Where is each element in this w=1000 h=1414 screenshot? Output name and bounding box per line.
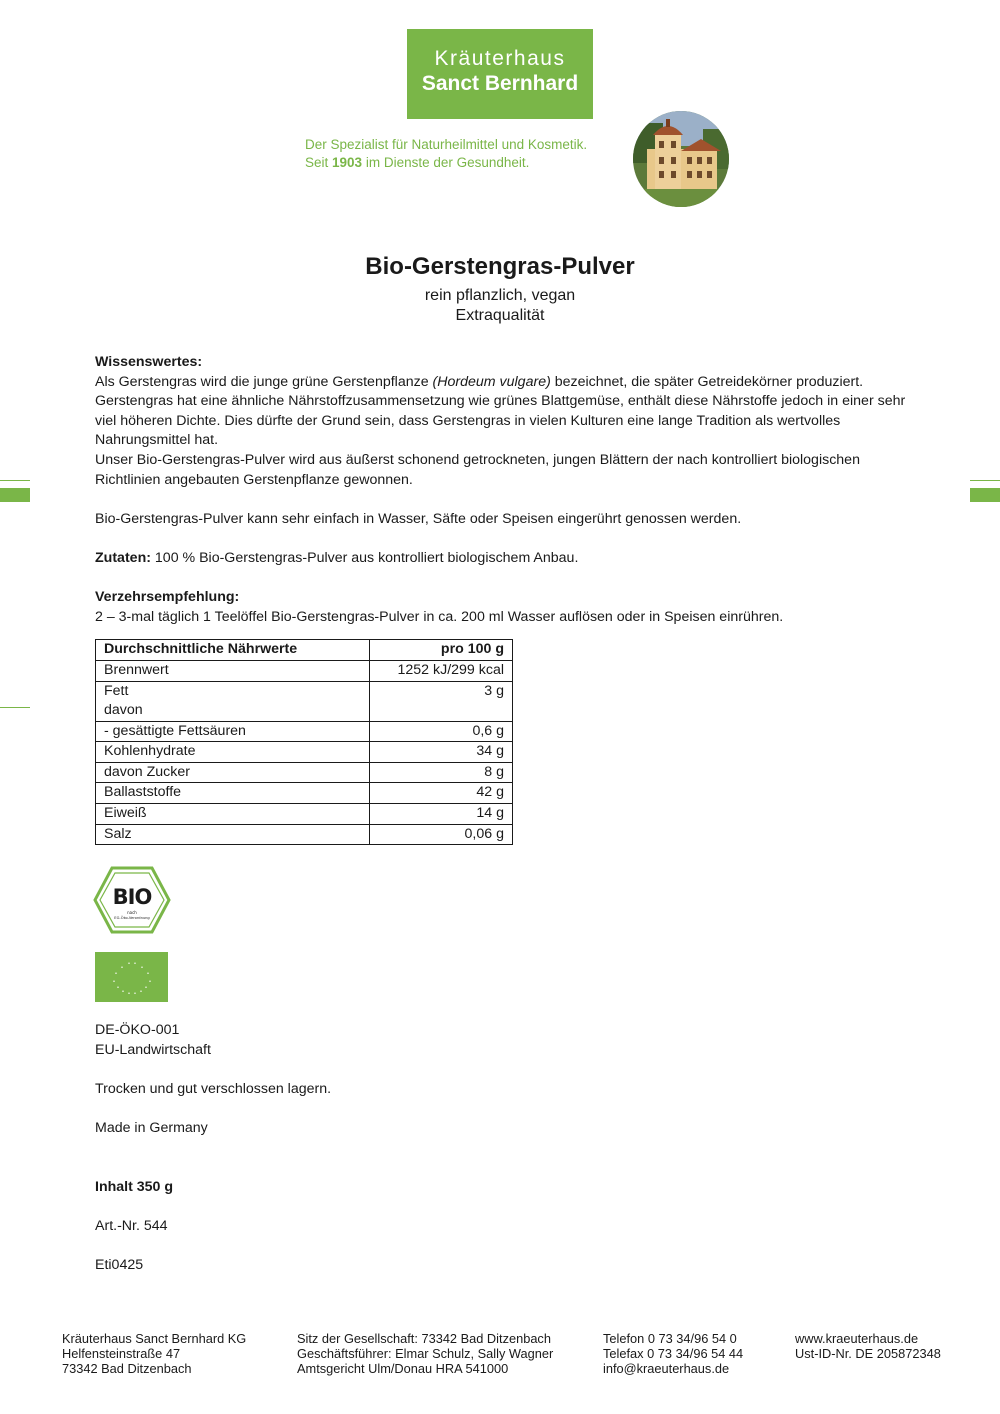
nutrition-value: 0,6 g bbox=[370, 721, 513, 742]
footer-fax: Telefax 0 73 34/96 54 44 bbox=[603, 1346, 744, 1361]
nutrition-value: 0,06 g bbox=[370, 824, 513, 845]
nutrition-label: Brennwert bbox=[96, 660, 370, 681]
footer-managers: Geschäftsführer: Elmar Schulz, Sally Wagner bbox=[297, 1346, 554, 1361]
footer-web bbox=[795, 1331, 941, 1361]
bio-seal-small-2: EG-Öko-Verordnung bbox=[114, 916, 150, 920]
product-subtitle-1: rein pflanzlich, vegan bbox=[424, 287, 576, 304]
footer-contact bbox=[603, 1331, 743, 1376]
organic-code: DE-ÖKO-001 bbox=[95, 1022, 180, 1038]
table-row bbox=[96, 742, 513, 763]
nutrition-header-row bbox=[96, 640, 513, 661]
nutrition-value: 3 g bbox=[370, 681, 513, 721]
content-amount: Inhalt 350 g bbox=[95, 1178, 174, 1195]
tagline-suffix: im Dienste der Gesundheit. bbox=[365, 155, 530, 170]
info-paragraph-2: Unser Bio-Gerstengras-Pulver wird aus äußerst schonend getrockneten, jungen Blättern der nach kontrolliert biologischen Richtlinien angebauten Gerstenpflanze gewonnen. bbox=[95, 451, 860, 488]
label-code: Eti0425 bbox=[95, 1257, 144, 1274]
product-heading bbox=[0, 252, 1000, 326]
product-subtitle-2: Extraqualität bbox=[455, 307, 545, 324]
ingredients bbox=[95, 549, 915, 569]
table-row bbox=[96, 681, 513, 721]
logo-line-2: Sanct Bernhard bbox=[421, 72, 579, 95]
nutrition-label: davon Zucker bbox=[96, 762, 370, 783]
fold-mark-left bbox=[0, 488, 30, 502]
footer-street: Helfensteinstraße 47 bbox=[62, 1346, 181, 1361]
table-row bbox=[96, 762, 513, 783]
footer-seat: Sitz der Gesellschaft: 73342 Bad Ditzenbach bbox=[297, 1331, 551, 1346]
footer-legal bbox=[297, 1331, 553, 1376]
nutrition-label: - gesättigte Fettsäuren bbox=[96, 721, 370, 742]
eu-organic-leaf-icon bbox=[95, 952, 168, 1002]
info-paragraph-1 bbox=[95, 373, 915, 451]
footer-phone: Telefon 0 73 34/96 54 0 bbox=[603, 1331, 737, 1346]
building-photo bbox=[633, 111, 729, 207]
bio-seal-icon bbox=[93, 866, 171, 934]
info-paragraph-3: Bio-Gerstengras-Pulver kann sehr einfach in Wasser, Säfte oder Speisen eingerührt genossen werden. bbox=[95, 510, 742, 527]
table-row bbox=[96, 660, 513, 681]
nutrition-value: 8 g bbox=[370, 762, 513, 783]
tagline-line-2 bbox=[305, 154, 625, 172]
fold-mark-left-top bbox=[0, 480, 30, 481]
organic-origin: EU-Landwirtschaft bbox=[95, 1041, 211, 1058]
fold-mark-left-lower bbox=[0, 707, 30, 708]
nutrition-label: Salz bbox=[96, 824, 370, 845]
tagline-prefix: Seit bbox=[305, 155, 329, 170]
logo-line-1: Kräuterhaus bbox=[434, 47, 566, 70]
table-row bbox=[96, 783, 513, 804]
made-in: Made in Germany bbox=[95, 1119, 208, 1136]
article-number: Art.-Nr. 544 bbox=[95, 1217, 168, 1234]
nutrition-label: Eiweiß bbox=[96, 804, 370, 825]
tagline-line-1: Der Spezialist für Naturheilmittel und Kosmetik. bbox=[305, 137, 588, 152]
footer-email: info@kraeuterhaus.de bbox=[603, 1361, 730, 1376]
table-row bbox=[96, 721, 513, 742]
product-title: Bio-Gerstengras-Pulver bbox=[365, 253, 635, 280]
nutrition-value: 34 g bbox=[370, 742, 513, 763]
product-description bbox=[95, 353, 915, 845]
nutrition-table bbox=[95, 639, 513, 845]
bio-seal-small-1: nach bbox=[127, 910, 137, 915]
info-p1-latin-name: (Hordeum vulgare) bbox=[432, 373, 551, 390]
footer-company bbox=[62, 1331, 246, 1376]
nutrition-header-label: Durchschnittliche Nährwerte bbox=[96, 640, 370, 661]
info-heading: Wissenswertes: bbox=[95, 354, 203, 370]
footer-register: Amtsgericht Ulm/Donau HRA 541000 bbox=[297, 1361, 509, 1376]
ingredients-label: Zutaten: bbox=[95, 549, 151, 566]
dosage-text: 2 – 3-mal täglich 1 Teelöffel Bio-Gerstengras-Pulver in ca. 200 ml Wasser auflösen oder in Speisen einrühren. bbox=[95, 608, 784, 625]
nutrition-label: Kohlenhydrate bbox=[96, 742, 370, 763]
fold-mark-right bbox=[970, 488, 1000, 502]
nutrition-value: 42 g bbox=[370, 783, 513, 804]
nutrition-value: 1252 kJ/299 kcal bbox=[370, 660, 513, 681]
info-p1-before: Als Gerstengras wird die junge grüne Gerstenpflanze bbox=[95, 373, 433, 390]
footer-website: www.kraeuterhaus.de bbox=[795, 1331, 919, 1346]
product-meta bbox=[95, 1021, 695, 1276]
bio-seal-text: BIO bbox=[112, 885, 152, 909]
nutrition-label: Ballaststoffe bbox=[96, 783, 370, 804]
nutrition-label bbox=[96, 681, 370, 721]
table-row bbox=[96, 824, 513, 845]
brand-logo bbox=[407, 29, 593, 119]
info-p1-after: bezeichnet, die später Getreidekörner produziert. Gerstengras hat eine ähnliche Nährstoffzusammensetzung wie grünes Blattgemüse, enthält diese Nährstoffe jedoch in einer sehr viel höheren Dichte. Dies dürfte der Grund sein, dass Gerstengras in vielen Kulturen eine lange Tradition als wertvolles Nahrungsmittel hat. bbox=[95, 373, 906, 449]
tagline bbox=[305, 136, 625, 172]
footer-vat-id: Ust-ID-Nr. DE 205872348 bbox=[795, 1346, 941, 1361]
nutrition-header-value: pro 100 g bbox=[370, 640, 513, 661]
fold-mark-right-top bbox=[970, 480, 1000, 481]
table-row bbox=[96, 804, 513, 825]
nutrition-label-line-1: Fett bbox=[104, 682, 129, 699]
footer-company-name: Kräuterhaus Sanct Bernhard KG bbox=[62, 1331, 247, 1346]
tagline-year: 1903 bbox=[332, 155, 363, 170]
storage-note: Trocken und gut verschlossen lagern. bbox=[95, 1080, 332, 1097]
ingredients-text: 100 % Bio-Gerstengras-Pulver aus kontrolliert biologischem Anbau. bbox=[150, 549, 579, 566]
dosage-heading: Verzehrsempfehlung: bbox=[95, 589, 240, 606]
footer-city: 73342 Bad Ditzenbach bbox=[62, 1361, 192, 1376]
nutrition-value: 14 g bbox=[370, 804, 513, 825]
nutrition-label-line-2: davon bbox=[104, 702, 143, 719]
